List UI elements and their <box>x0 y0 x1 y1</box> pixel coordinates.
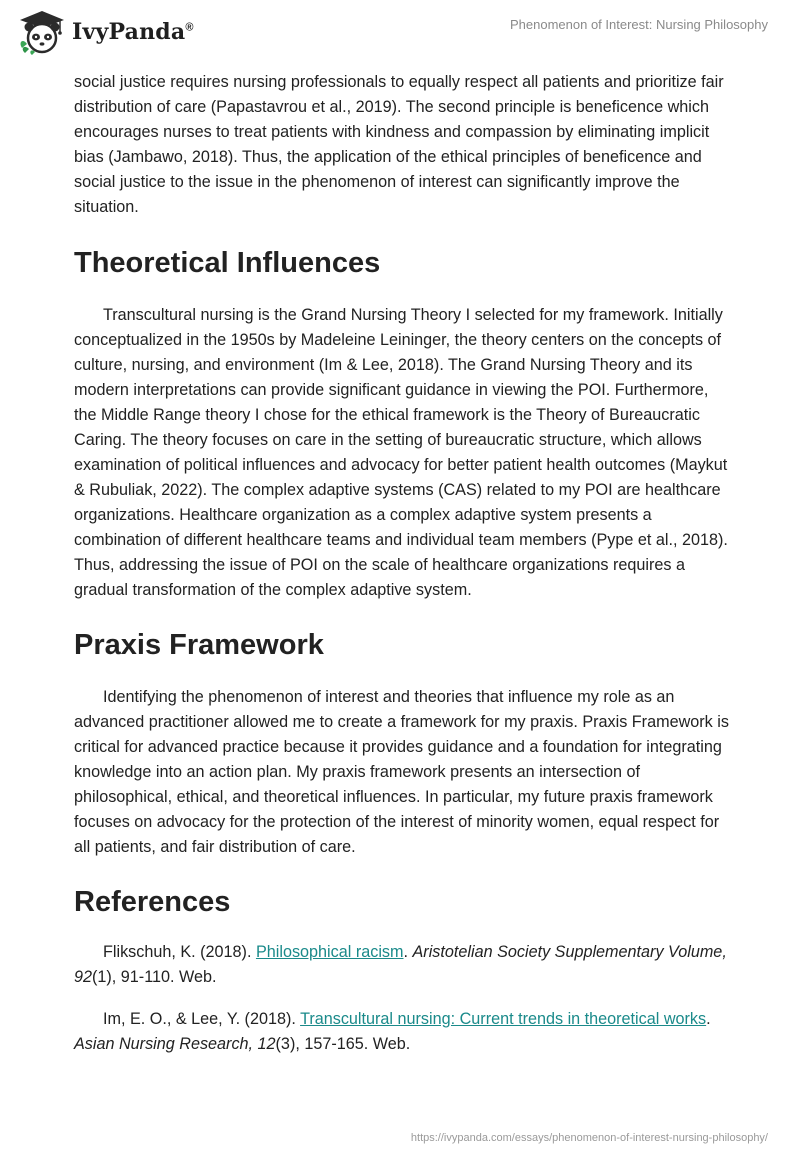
reference-separator: . <box>403 943 413 961</box>
praxis-paragraph: Identifying the phenomenon of interest and theories that influence my role as an advanced practitioner allowed me to create a framework for my praxis. Praxis Framework is critical for advanced practice because it provides guidance and a foundation for integrating knowledge into an action plan. My praxis framework presents an intersection of philosophical, ethical, and theoretical influences. In particular, my future praxis framework focuses on advocacy for the protection of the interest of minority women, equal respect for all patients, and fair distribution of care. <box>74 688 729 856</box>
intro-paragraph: social justice requires nursing professionals to equally respect all patients and prioritize fair distribution of care (Papastavrou et al., 2019). The second principle is beneficence which encourages nurses to treat patients with kindness and compassion by eliminating implicit bias (Jambawo, 2018). Thus, the application of the ethical principles of beneficence and social justice to the issue in the phenomenon of interest can significantly improve the situation. <box>74 73 724 216</box>
essay-body <box>74 70 734 1074</box>
reference-link[interactable]: Philosophical racism <box>255 943 404 961</box>
document-title: Phenomenon of Interest: Nursing Philosophy <box>510 17 768 32</box>
reference-separator: . <box>706 1010 711 1028</box>
heading-theoretical-influences: Theoretical Influences <box>74 247 381 279</box>
source-url[interactable]: https://ivypanda.com/essays/phenomenon-of-interest-nursing-philosophy/ <box>410 1132 768 1144</box>
reference-item <box>74 1007 734 1057</box>
theoretical-paragraph: Transcultural nursing is the Grand Nursing Theory I selected for my framework. Initially conceptualized in the 1950s by Madeleine Leininger, the theory centers on the concepts of culture, nursing, and environment (Im & Lee, 2018). The Grand Nursing Theory and its modern interpretations can provide significant guidance in viewing the POI. Furthermore, the Middle Range theory I chose for the ethical framework is the Theory of Bureaucratic Caring. The theory focuses on care in the setting of bureaucratic structure, which allows examination of political influences and advocacy for better patient health outcomes (Maykut & Rubuliak, 2022). The complex adaptive systems (CAS) related to my POI are healthcare organizations. Healthcare organization as a complex adaptive system presents a combination of different healthcare teams and individual team members (Pype et al., 2018). Thus, addressing the issue of POI on the scale of healthcare organizations requires a gradual transformation of the complex adaptive system. <box>74 306 728 599</box>
ivypanda-logo[interactable] <box>14 8 194 56</box>
reference-journal: Aristotelian Society Supplementary Volume, 92 <box>74 943 727 986</box>
heading-praxis-framework: Praxis Framework <box>74 629 324 661</box>
page-header <box>0 0 800 70</box>
reference-journal: Asian Nursing Research, 12 <box>74 1035 276 1053</box>
reference-tail: (1), 91-110. Web. <box>92 968 217 986</box>
reference-link[interactable]: Transcultural nursing: Current trends in theoretical works <box>300 1010 707 1028</box>
heading-references: References <box>74 886 231 918</box>
panda-graduate-icon <box>14 8 68 56</box>
reference-authors: Flikschuh, K. (2018). <box>103 943 256 961</box>
reference-authors: Im, E. O., & Lee, Y. (2018). <box>103 1010 301 1028</box>
reference-item <box>74 940 734 990</box>
registered-mark: ® <box>185 21 194 34</box>
brand-name: IvyPanda® <box>72 19 194 45</box>
reference-tail: (3), 157-165. Web. <box>275 1035 411 1053</box>
